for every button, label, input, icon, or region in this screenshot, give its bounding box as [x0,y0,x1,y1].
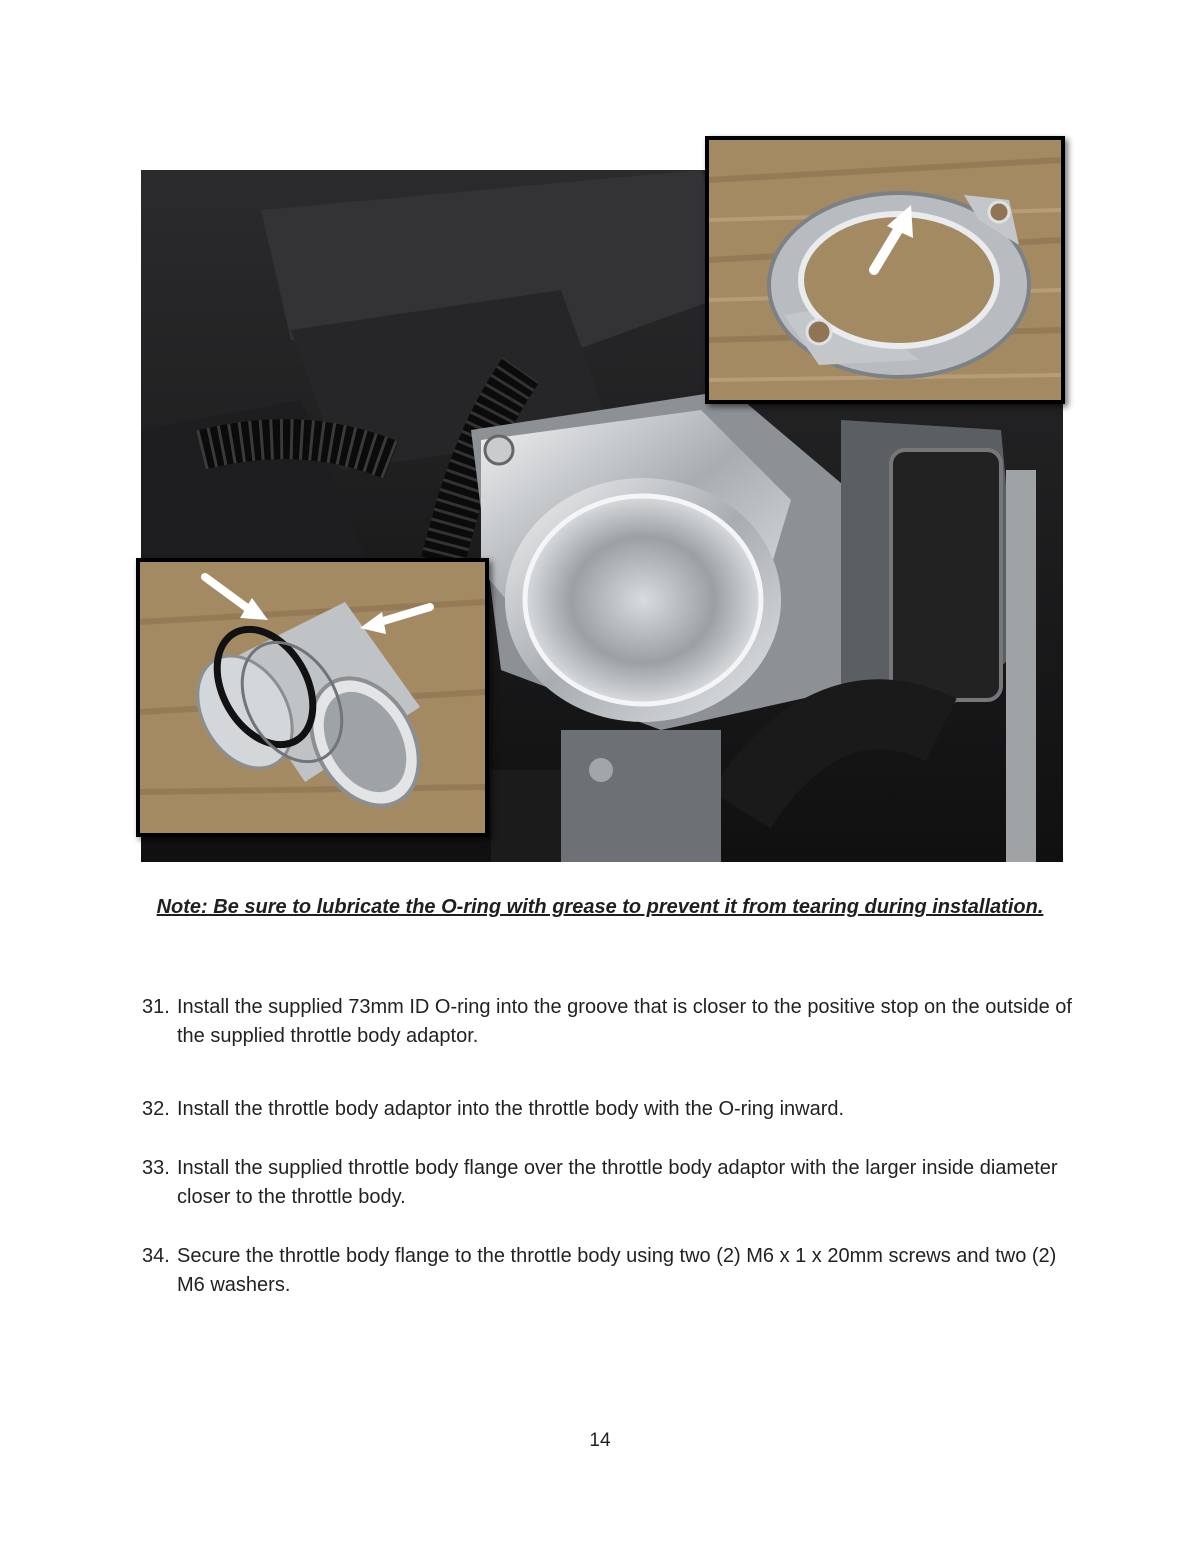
adaptor-inset-photo [136,558,489,837]
step-number: 31. [142,996,170,1018]
flange-inset-photo [705,136,1065,404]
step-number: 34. [142,1245,170,1267]
step-34 [142,1242,1072,1300]
step-text: Install the throttle body adaptor into the throttle body with the O-ring inward. [177,1098,845,1120]
step-33 [142,1154,1072,1212]
step-number: 32. [142,1098,170,1120]
step-text: Install the supplied throttle body flange over the throttle body adaptor with the larger inside diameter closer to the throttle body. [177,1157,1058,1208]
step-32 [142,1095,1072,1124]
lubrication-note: Note: Be sure to lubricate the O-ring with grease to prevent it from tearing during installation. [156,896,1044,918]
step-text: Install the supplied 73mm ID O-ring into the groove that is closer to the positive stop on the outside of the supplied throttle body adaptor. [177,996,1072,1047]
page-number: 14 [589,1430,611,1451]
step-text: Secure the throttle body flange to the throttle body using two (2) M6 x 1 x 20mm screws and two (2) M6 washers. [177,1245,1057,1296]
step-31 [142,993,1072,1051]
step-number: 33. [142,1157,170,1179]
